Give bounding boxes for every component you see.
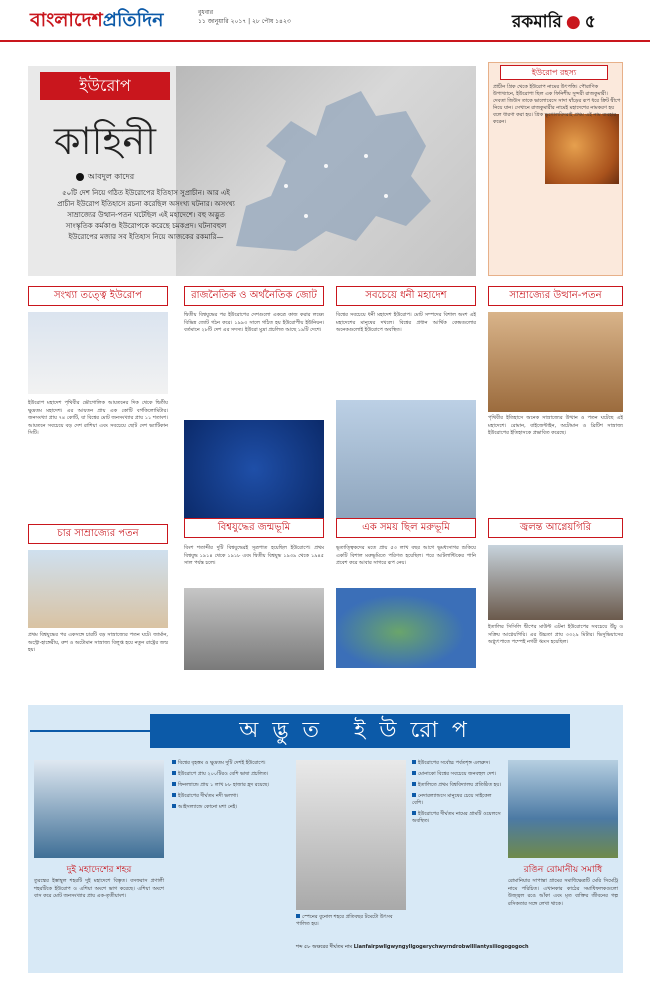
fact-item: বিশ্বের বৃহত্তম ও ক্ষুদ্রতম দুটি দেশই ইউরোপে।	[172, 760, 290, 767]
istanbul-photo	[34, 760, 164, 858]
mediterranean-map	[336, 588, 476, 668]
lead-headline: কাহিনী	[54, 119, 156, 163]
fall-text: প্রথম বিশ্বযুদ্ধের পর একসঙ্গে চারটি বড় সাম্রাজ্যের পতন ঘটে। জার্মান, অস্ট্রো-হাঙ্গেরীয়, রুশ ও অটোমান সাম্রাজ্য বিলুপ্ত হয়ে নতুন রাষ্ট্রের জন্ম হয়।	[28, 632, 168, 653]
date-line: ১১ জানুয়ারি ২০১৭ | ২৮ পৌষ ১৪২৩	[198, 18, 291, 25]
fact-item: নেদারল্যান্ডসে মানুষের চেয়ে সাইকেল বেশি।	[412, 793, 502, 807]
fact-item: ইউরোপে প্রায় ২০০টিরও বেশি ভাষা প্রচলিত।	[172, 771, 290, 778]
byline: আবদুল কাদের	[40, 171, 170, 184]
bullet-icon: ●	[565, 12, 581, 32]
lead-label: ইউরোপ	[40, 72, 170, 100]
section-label: রকমারি	[512, 12, 562, 32]
worldwar-text: বিংশ শতাব্দীর দুটি বিশ্বযুদ্ধেরই সূত্রপাত হয়েছিল ইউরোপে। প্রথম বিশ্বযুদ্ধ ১৯১৪ থেকে ১৯১৮ এবং দ্বিতীয় বিশ্বযুদ্ধ ১৯৩৯ থেকে ১৯৪৫ সাল পর্যন্ত চলে।	[184, 545, 324, 566]
section-header-empires: সাম্রাজ্যের উত্থান-পতন	[488, 286, 623, 306]
europe-map-icon	[176, 66, 476, 276]
euro-sculpture-photo	[336, 400, 476, 518]
numbers-text: ইউরোপ মহাদেশ পৃথিবীর ভৌগোলিক আয়তনের দিক থেকে দ্বিতীয় ক্ষুদ্রতম মহাদেশ। এর আয়তন প্রায় এক কোটি বর্গকিলোমিটার। জনসংখ্যা প্রায় ৭৪ কোটি, যা বিশ্বের মোট জনসংখ্যার প্রায় ১১ শতাংশ। আয়তনে সবচেয়ে বড় দেশ রাশিয়া এবং সবচেয়ে ছোট দেশ ভ্যাটিকান সিটি।	[28, 400, 168, 436]
flags-photo	[28, 312, 168, 394]
volcano-photo	[488, 545, 623, 620]
section-header-desert: এক সময় ছিল মরুভূমি	[336, 518, 476, 538]
section-name	[512, 9, 596, 37]
newspaper-logo[interactable]	[30, 6, 163, 38]
section-header-fall: চার সাম্রাজ্যের পতন	[28, 524, 168, 544]
logo-text-blue: প্রতিদিন	[102, 9, 164, 31]
facts-column-a	[172, 760, 290, 960]
fact-item: স্পেনের বুনোল শহরে প্রতিবছর টমেটো উৎসব পালিত হয়।	[296, 914, 406, 928]
section-header-worldwar: বিশ্বযুদ্ধের জন্মভূমি	[184, 518, 324, 538]
roman-ruins-photo	[28, 550, 168, 628]
logo-text-red: বাংলাদেশ	[30, 9, 103, 31]
lead-intro: ৫০টি দেশ নিয়ে গঠিত ইউরোপের ইতিহাস সুপ্রাচীন। আর এই প্রাচীন ইউরোপ ইতিহাসে রচনা করেছিল অসংখ্য ঘটনার। অসংখ্য সাম্রাজ্যের উত্থান-পতন ঘটেছিল এই মহাদেশে। বহু অদ্ভুত সাংস্কৃতিক কর্মকাণ্ড ইউরোপকে করেছে চমকপ্রদ। ঘটনাবহুল ইউরোপের মজার সব ইতিহাস নিয়ে আজকের রকমারি—	[57, 189, 235, 241]
europe-map-crowd-photo	[176, 66, 476, 276]
empire-painting	[488, 312, 623, 412]
istanbul-caption: দুই মহাদেশের শহর	[66, 865, 132, 875]
section-header-richest: সবচেয়ে ধনী মহাদেশ	[336, 286, 476, 306]
longest-place-name: Llanfairpwllgwyngyllgogerychwyrndrobwllllantysiliogogogoch	[353, 944, 529, 950]
empires-text: পৃথিবীর ইতিহাসে অনেক সাম্রাজ্যের উত্থান ও পতন ঘটেছে এই মহাদেশে। রোমান, বাইজেন্টাইন, অটোমান ও ব্রিটিশ সাম্রাজ্য ইউরোপের ইতিহাসকে প্রভাবিত করেছে।	[488, 415, 623, 436]
istanbul-text: তুরস্কের ইস্তাম্বুল শহরটি দুই মহাদেশে বিস্তৃত। বসফরাস প্রণালী শহরটিকে ইউরোপ ও এশিয়া অংশে ভাগ করেছে। এশিয়া অংশে বাস করে মোট জনসংখ্যার প্রায় এক-তৃতীয়াংশ।	[34, 878, 164, 899]
merry-cemetery-photo	[508, 760, 618, 858]
tomato-festival-photo	[296, 760, 406, 910]
issue-date	[198, 8, 291, 26]
fact-item: ফিনল্যান্ডে প্রায় ১ লাখ ৮৮ হাজার হ্রদ রয়েছে।	[172, 782, 290, 789]
alliance-text: দ্বিতীয় বিশ্বযুদ্ধের পর ইউরোপের দেশগুলো একত্রে কাজ করার লক্ষ্যে বিভিন্ন জোট গঠন করে। ১৯৯৩ সালে গঠিত হয় ইউরোপীয় ইউনিয়ন। বর্তমানে ২৮টি দেশ এর সদস্য। ইউরো মুদ্রা প্রচলিত আছে ১৯টি দেশে।	[184, 312, 324, 333]
masthead	[0, 0, 650, 42]
fact-item: আইসল্যান্ডে কোনো মশা নেই।	[172, 804, 290, 811]
fact-item: ইউরোপের দীর্ঘতম নদী ভলগা।	[172, 793, 290, 800]
oddities-title: অদ্ভুত ইউরোপ	[150, 714, 570, 748]
war-ruins-photo	[184, 588, 324, 670]
fact-item: মোনাকো বিশ্বের সবচেয়ে জনবহুল দেশ।	[412, 771, 502, 778]
cemetery-caption: রঙিন রোমানীয় সমাধি	[523, 865, 603, 875]
fact-item: ইউরোপের দীর্ঘতম নামের গ্রামটি ওয়েলসে অবস্থিত।	[412, 811, 501, 824]
mystery-text: প্রাচীন গ্রিক থেকে ইউরোপ নামের উৎপত্তি। পৌরাণিক উপাখ্যানে, ইউরোপা ছিল এক ফিনিশীয় সুন্দরী রাজকুমারী। দেবতা জিউস তাকে ভালোবেসে সাদা ষাঁড়ের রূপ ধরে ক্রিট দ্বীপে নিয়ে যান। সেখানে রাজকুমারীর নামেই মহাদেশের নামকরণ হয় বলে ধারণা করা হয়। গ্রিক ভূগোলবিদরাই প্রথম এই নাম ব্যবহার করেন।	[493, 84, 621, 125]
page-number: ৫	[584, 12, 596, 32]
weekday: বুধবার	[198, 9, 214, 16]
mystery-title: ইউরোপ রহস্য	[500, 65, 608, 80]
section-header-numbers: সংখ্যা তত্ত্বে ইউরোপ	[28, 286, 168, 306]
banner-label: শব্দ ৫৮ অক্ষরের দীর্ঘতম নাম	[296, 944, 353, 950]
facts-column-b	[296, 914, 406, 944]
fact-item: ইতালিতে প্রথম বিশ্ববিদ্যালয় প্রতিষ্ঠিত হয়।	[412, 782, 502, 789]
section-header-alliance: রাজনৈতিক ও অর্থনৈতিক জোট	[184, 286, 324, 306]
cemetery-text: রোমানিয়ার সাপান্তা গ্রামের সমাধিক্ষেত্রটি মেরি সিমেট্রি নামে পরিচিত। এখানকার কাঠের সমাধিফলকগুলো উজ্জ্বল রঙে আঁকা এবং মৃত ব্যক্তির জীবনের গল্প রসিকতার সঙ্গে লেখা থাকে।	[508, 878, 618, 907]
longest-name-banner	[296, 944, 529, 952]
eu-flag-photo	[184, 420, 324, 518]
facts-column-c	[412, 760, 502, 930]
fact-item: ইউরোপের সর্বোচ্চ পর্বতশৃঙ্গ এলব্রুস।	[412, 760, 502, 767]
section-header-volcano: জ্বলন্ত আগ্নেয়গিরি	[488, 518, 623, 538]
richest-text: বিশ্বের সবচেয়ে ধনী মহাদেশ ইউরোপ। মোট সম্পদের বিশাল অংশ এই মহাদেশের মানুষের দখলে। বিশ্বের প্রধান আর্থিক কেন্দ্রগুলোর অনেকগুলোই ইউরোপে অবস্থিত।	[336, 312, 476, 333]
volcano-text: ইতালির সিসিলি দ্বীপের মাউন্ট এটনা ইউরোপের সবচেয়ে উঁচু ও সক্রিয় আগ্নেয়গিরি। এর উচ্চতা প্রায় ৩৩২৯ মিটার। ভিসুভিয়াসের অগ্ন্যুৎপাতে পম্পেই নগরী ধ্বংস হয়েছিল।	[488, 624, 623, 645]
desert-text: ভূতাত্ত্বিকদের মতে প্রায় ৫৩ লাখ বছর আগে ভূমধ্যসাগর শুকিয়ে একটি বিশাল মরুভূমিতে পরিণত হয়েছিল। পরে আটলান্টিকের পানি প্রবেশ করে আবার সাগরে রূপ নেয়।	[336, 545, 476, 566]
